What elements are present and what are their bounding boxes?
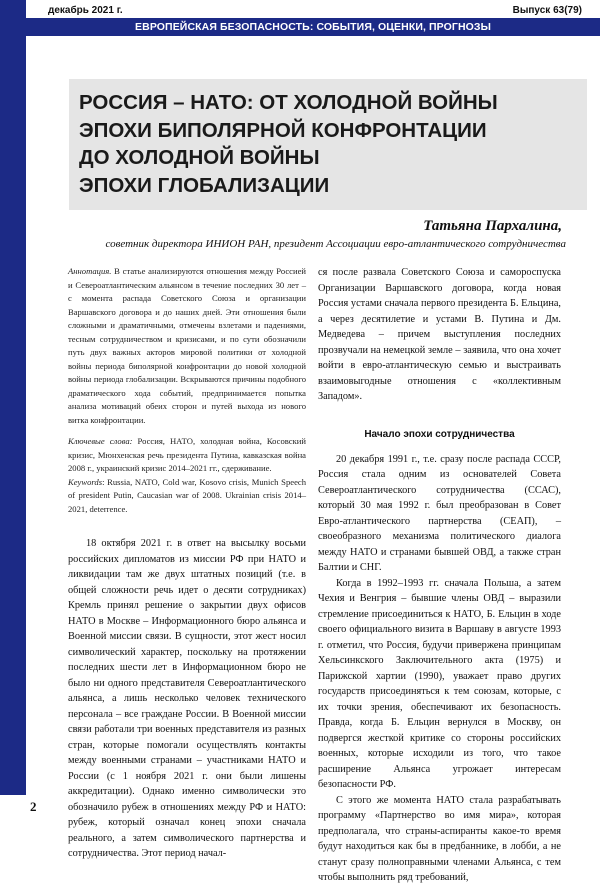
keywords-ru bbox=[68, 435, 306, 476]
title-line: ЭПОХИ ГЛОБАЛИЗАЦИИ bbox=[79, 173, 330, 197]
title-line: РОССИЯ – НАТО: ОТ ХОЛОДНОЙ ВОЙНЫ bbox=[79, 91, 498, 114]
body-paragraph: С этого же момента НАТО стала разрабатывать программу «Партнерство во имя мира», которая предполагала, что страны-аспиранты какое-то время будут находиться как бы в предбаннике, в лобби, а не станут сразу полноправными членами Альянса, с тем чтобы выполнить ряд требований, bbox=[318, 794, 561, 883]
body-paragraph: 18 октября 2021 г. в ответ на высылку восьми российских дипломатов из миссии РФ при НАТО и ликвидации там же двух штатных позиций (т.е. в общей сложности речь идет о десяти сотрудниках) Кремль принял решение о закрытии двух офисов НАТО в Москве – Информационного бюро альянса и Военной миссии связи. В сущности, этот жест носил символический характер, поскольку на протяжении последних шести лет в Информационном бюро не было ни одного представителя Североатлантического альянса, а лишь несколько человек технического персонала – все граждане России. В Военной миссии связи работали три военных представителя из разных стран, которые помогали осуществлять контакты между военными странами – участниками НАТО и России (с 1 ноября 2021 г. они были лишены аккредитации). Однако именно символически это обозначило рубеж в отношениях между РФ и НАТО: рубеж, который означал конец эпохи сначала реального, а затем символического партнерства и сотрудничества. Этот период начал- bbox=[68, 538, 306, 859]
left-column bbox=[68, 265, 306, 862]
sidebar-footer-gap bbox=[0, 795, 26, 849]
keywords-en bbox=[68, 476, 306, 517]
section-banner: ЕВРОПЕЙСКАЯ БЕЗОПАСНОСТЬ: СОБЫТИЯ, ОЦЕНКИ, ПРОГНОЗЫ bbox=[26, 18, 600, 36]
keywords-en-label: Keywords bbox=[68, 476, 103, 487]
title-box bbox=[69, 79, 587, 210]
author-affiliation: советник директора ИНИОН РАН, президент Ассоциации евро-атлантического сотрудничества bbox=[105, 238, 566, 250]
title-line: ЭПОХИ БИПОЛЯРНОЙ КОНФРОНТАЦИИ bbox=[79, 118, 487, 142]
abstract-text: В статье анализируются отношения между Россией и Североатлантическим альянсом в течение последних 30 лет – с момента распада Советского Союза и организации Варшавского договора и до наших дней. Эти отношения были сложными и драматичными, отмечены взлетами и падениями, тесным сотрудничеством и кризисами, и по сути обозначили путь двух важных акторов мировой политики от холодной войны периода биполярной конфронтации до новой холодной войны периода глобализации. Вскрываются причины подобного драматического хода событий, предпринимается попытка анализа мотиваций обеих сторон и путей выхода из нового витка конфронтации. bbox=[68, 266, 306, 425]
keywords-text: Россия, НАТО, холодная война, Косовский кризис, Мюнхенская речь президента Путина, кавказская война 2008 г., украинский кризис 2014–2021 гг., сдерживание. bbox=[68, 436, 306, 473]
right-column bbox=[318, 265, 561, 886]
abstract-label: Аннотация. bbox=[68, 266, 112, 276]
sidebar-bar bbox=[0, 0, 26, 849]
body-paragraph: Когда в 1992–1993 гг. сначала Польша, а затем Чехия и Венгрия – бывшие члены ОВД – выразили стремление присоединиться к НАТО, Б. Ельцин в ходе своего официального визита в Варшаву в августе 1993 г. отметил, что Россия, будучи привержена принципам Хельсинкского Заключительного акта (1975) и Парижской хартии (1990), уважает право других государств присоединяться к тем союзам, которые, с их точки зрения, обеспечивают их безопасность. Правда, когда Б. Ельцин вернулся в Москву, он подвергся жесткой критике со стороны российских военных, которые исходили из того, что такое расширение Альянса угрожает интересам безопасности РФ. bbox=[318, 577, 561, 790]
author-name: Татьяна Пархалина, bbox=[423, 218, 562, 234]
body-paragraph: 20 декабря 1991 г., т.е. сразу после распада СССР, Россия стала одним из основателей Совета Североатлантического сотрудничества (ССАС), который 30 мая 1992 г. был преобразован в Совет Евро-атлантического партнерства (СЕАП), – своеобразного механизма политического диалога между НАТО и странами бывшей ОВД, а также стран Балтии и СНГ. bbox=[318, 453, 561, 573]
body-paragraph-continued: ся после развала Советского Союза и самороспуска Организации Варшавского договора, когда новая Россия устами сначала первого президента Б. Ельцина, а через десятилетие и устами В. Путина и Дм. Медведева – причем выступления последних прозвучали на немецкой земле – заявила, что она хочет войти в евро-атлантическую семью и выстраивать взаимовыгодные отношения с «коллективным Западом». bbox=[318, 267, 561, 402]
issue-date: декабрь 2021 г. bbox=[48, 5, 123, 16]
section-heading: Начало эпохи сотрудничества bbox=[364, 428, 515, 440]
abstract bbox=[68, 265, 306, 427]
issue-number: Выпуск 63(79) bbox=[512, 5, 582, 16]
running-header bbox=[30, 2, 590, 18]
keywords-label: Ключевые слова: bbox=[68, 436, 133, 446]
page-number: 2 bbox=[30, 799, 37, 814]
article-title bbox=[79, 89, 498, 199]
keywords-en-text: : Russia, NATO, Cold war, Kosovo crisis, Munich Speech of president Putin, Caucasian war of 2008. Ukrainian crisis 2014–2021, deterrence. bbox=[68, 476, 306, 514]
title-line: ДО ХОЛОДНОЙ ВОЙНЫ bbox=[79, 146, 320, 169]
